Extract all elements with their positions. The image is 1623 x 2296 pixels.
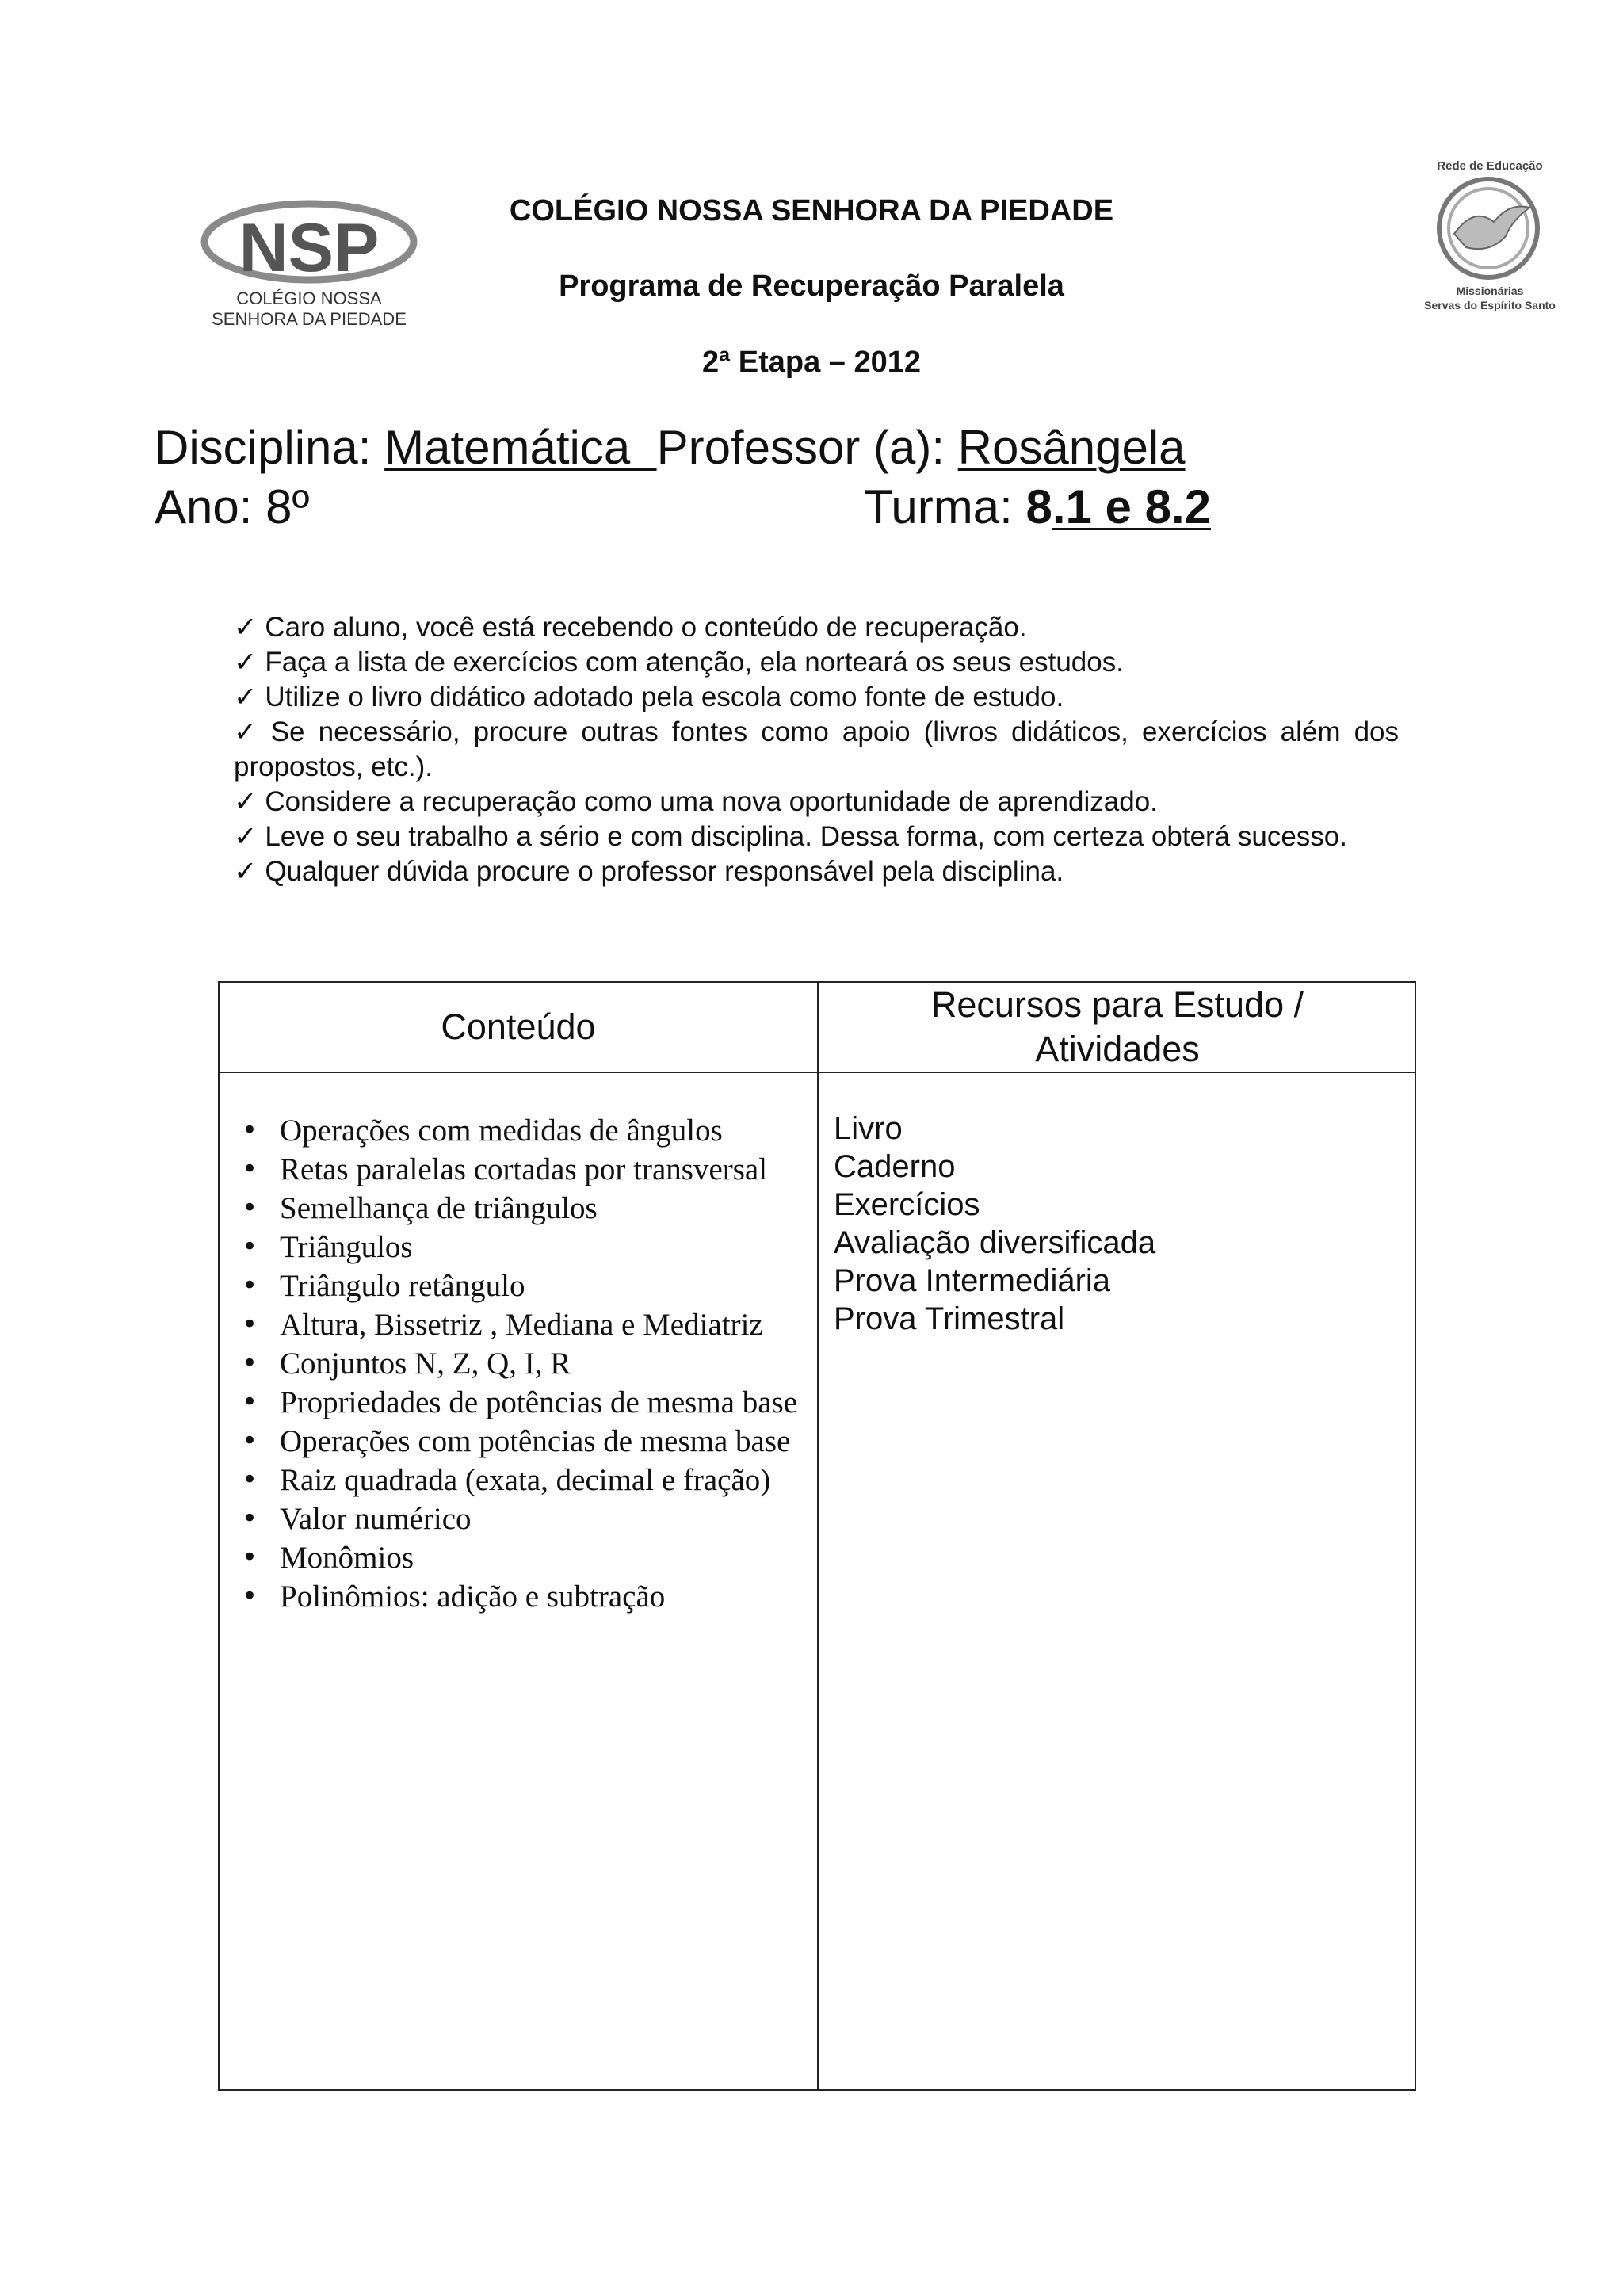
professor-label: Professor (a): xyxy=(656,421,958,474)
professor-value: Rosângela xyxy=(957,421,1186,474)
check-icon: ✓ xyxy=(234,856,258,887)
list-item: • Raiz quadrada (exata, decimal e fração) xyxy=(227,1461,814,1499)
list-item: • Operações com medidas de ângulos xyxy=(227,1111,814,1150)
instruction-item: ✓ Caro aluno, você está recebendo o conteúdo de recuperação. xyxy=(234,612,1027,643)
resource-item: Exercícios xyxy=(834,1187,980,1222)
check-icon: ✓ xyxy=(234,821,258,852)
logo-right-line2: Servas do Espírito Santo xyxy=(1424,299,1556,311)
header-recursos-line2: Atividades xyxy=(1035,1029,1200,1069)
header-recursos xyxy=(819,983,1416,1072)
resource-item: Caderno xyxy=(834,1149,956,1184)
check-icon: ✓ xyxy=(234,647,258,678)
instruction-item: ✓ Leve o seu trabalho a sério e com disciplina. Dessa forma, com certeza obterá sucesso. xyxy=(234,821,1347,852)
logo-right-line1: Missionárias xyxy=(1456,285,1524,297)
header-divider xyxy=(220,1072,1415,1073)
logo-initials: NSP xyxy=(239,210,380,286)
content-table xyxy=(218,981,1416,2091)
resource-item: Prova Intermediária xyxy=(834,1263,1111,1298)
turma-value-a: 8 xyxy=(1025,480,1052,533)
list-item: • Altura, Bissetriz , Mediana e Mediatriz xyxy=(227,1305,814,1344)
list-item: • Conjuntos N, Z, Q, I, R xyxy=(227,1344,814,1383)
check-icon: ✓ xyxy=(234,682,258,712)
school-name: COLÉGIO NOSSA SENHORA DA PIEDADE xyxy=(509,194,1114,227)
list-item: • Operações com potências de mesma base xyxy=(227,1422,814,1461)
turma-line xyxy=(864,479,1211,534)
instructions-list xyxy=(234,610,1399,889)
disciplina-line xyxy=(155,420,1186,475)
list-item: • Triângulo retângulo xyxy=(227,1266,814,1305)
header-conteudo: Conteúdo xyxy=(441,1007,596,1047)
column-divider xyxy=(817,983,819,2089)
turma-label: Turma: xyxy=(864,480,1026,533)
contents-list xyxy=(227,1111,814,1616)
instruction-item: ✓ Faça a lista de exercícios com atenção, ela norteará os seus estudos. xyxy=(234,647,1124,678)
instruction-item: ✓ Utilize o livro didático adotado pela escola como fonte de estudo. xyxy=(234,682,1064,712)
stage-line: 2ª Etapa – 2012 xyxy=(701,346,922,379)
disciplina-label: Disciplina: xyxy=(155,421,385,474)
check-icon: ✓ xyxy=(234,612,258,643)
list-item: • Propriedades de potências de mesma base xyxy=(227,1383,814,1422)
instruction-item: ✓ Considere a recuperação como uma nova oportunidade de aprendizado. xyxy=(234,786,1158,817)
logo-line1: COLÉGIO NOSSA xyxy=(236,288,382,308)
list-item: • Triângulos xyxy=(227,1228,814,1266)
resources-list xyxy=(834,1110,1404,1338)
ano-label: Ano: 8º xyxy=(155,480,310,533)
logo-line2: SENHORA DA PIEDADE xyxy=(212,309,407,329)
resource-item: Prova Trimestral xyxy=(834,1301,1065,1336)
list-item: • Valor numérico xyxy=(227,1499,814,1538)
program-name: Programa de Recuperação Paralela xyxy=(559,269,1064,303)
resource-item: Avaliação diversificada xyxy=(834,1225,1156,1260)
turma-value-b: .1 e 8.2 xyxy=(1052,480,1211,533)
list-item: • Monômios xyxy=(227,1538,814,1577)
list-item: • Retas paralelas cortadas por transversal xyxy=(227,1150,814,1189)
check-icon: ✓ xyxy=(234,716,263,747)
disciplina-value: Matemática xyxy=(384,421,657,474)
list-item: • Semelhança de triângulos xyxy=(227,1189,814,1228)
instruction-item: ✓ Se necessário, procure outras fontes como apoio (livros didáticos, exercícios além dos propostos, etc.). xyxy=(234,716,1400,782)
instruction-item: ✓ Qualquer dúvida procure o professor responsável pela disciplina. xyxy=(234,856,1064,887)
check-icon: ✓ xyxy=(234,786,258,817)
list-item: • Polinômios: adição e subtração xyxy=(227,1577,814,1616)
header-recursos-line1: Recursos para Estudo / xyxy=(930,984,1304,1025)
logo-right-top: Rede de Educação xyxy=(1437,159,1543,173)
resource-item: Livro xyxy=(834,1111,903,1146)
